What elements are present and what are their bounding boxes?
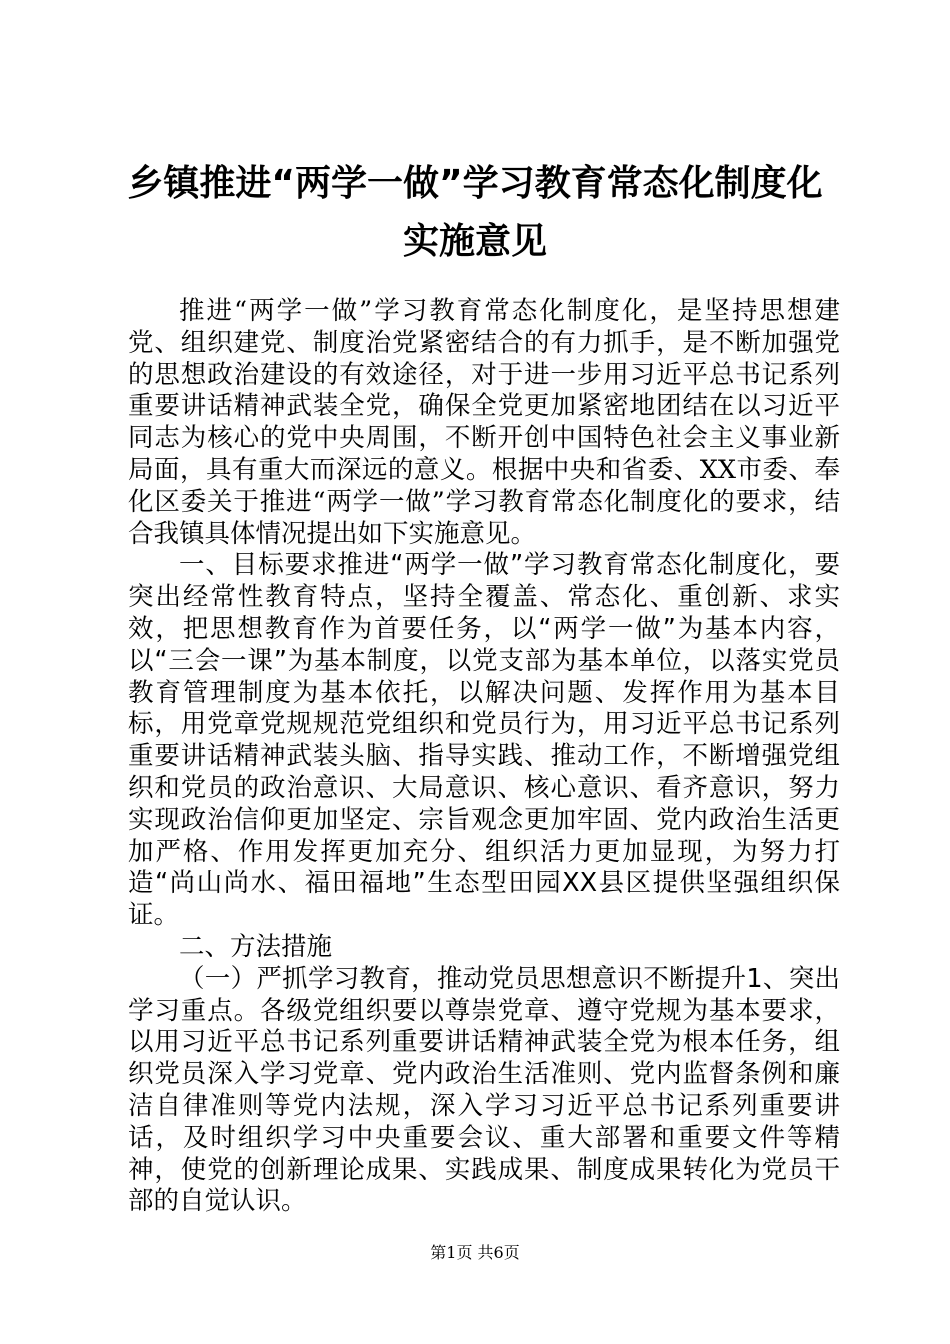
document-body [128, 296, 840, 1218]
section-methods-heading: 二、方法措施 [179, 931, 333, 962]
section-methods-lead: （一）严抓学习教育，推动党员思想意识不断提升1、突出学习重点。 [128, 963, 840, 1026]
document-title-line-1: 乡镇推进“两学一做”学习教育常态化制度化 [127, 163, 823, 204]
intro-paragraph: 推进“两学一做”学习教育常态化制度化，是坚持思想建党、组织建党、制度治党紧密结合的有力抓手，是不断加强党的思想政治建设的有效途径，对于进一步用习近平总书记系列重要讲话精神武装全党，确保全党更加紧密地团结在以习近平同志为核心的党中央周围，不断开创中国特色社会主义事业新局面，具有重大而深远的意义。根据中央和省委、XX市委、奉化区委关于推进“两学一做”学习教育常态化制度化的要求，结合我镇具体情况提出如下实施意见。 [128, 296, 840, 549]
section-methods-paragraph: （一）严抓学习教育，推动党员思想意识不断提升1、突出学习重点。各级党组织要以尊崇党章、遵守党规为基本要求，以用习近平总书记系列重要讲话精神武装全党为根本任务，组织党员深入学习党章、党内政治生活准则、党内监督条例和廉洁自律准则等党内法规，深入学习习近平总书记系列重要讲话，及时组织学习中央重要会议、重大部署和重要文件等精神，使党的创新理论成果、实践成果、制度成果转化为党员干部的自觉认识。 [128, 963, 840, 1217]
section-goals-paragraph: 一、目标要求推进“两学一做”学习教育常态化制度化，要突出经常性教育特点，坚持全覆盖、常态化、重创新、求实效，把思想教育作为首要任务，以“两学一做”为基本内容，以“三会一课”为基本制度，以党支部为基本单位，以落实党员教育管理制度为基本依托，以解决问题、发挥作用为基本目标，用党章党规规范党组织和党员行为，用习近平总书记系列重要讲话精神武装头脑、指导实践、推动工作，不断增强党组织和党员的政治意识、大局意识、核心意识、看齐意识，努力实现政治信仰更加坚定、宗旨观念更加牢固、党内政治生活更加严格、作用发挥更加充分、组织活力更加显现，为努力打造“尚山尚水、福田福地”生态型田园XX县区提供坚强组织保证。 [128, 550, 840, 931]
page-number-footer: 第1页 共6页 [430, 1243, 520, 1262]
document-title-line-2: 实施意见 [402, 221, 547, 262]
